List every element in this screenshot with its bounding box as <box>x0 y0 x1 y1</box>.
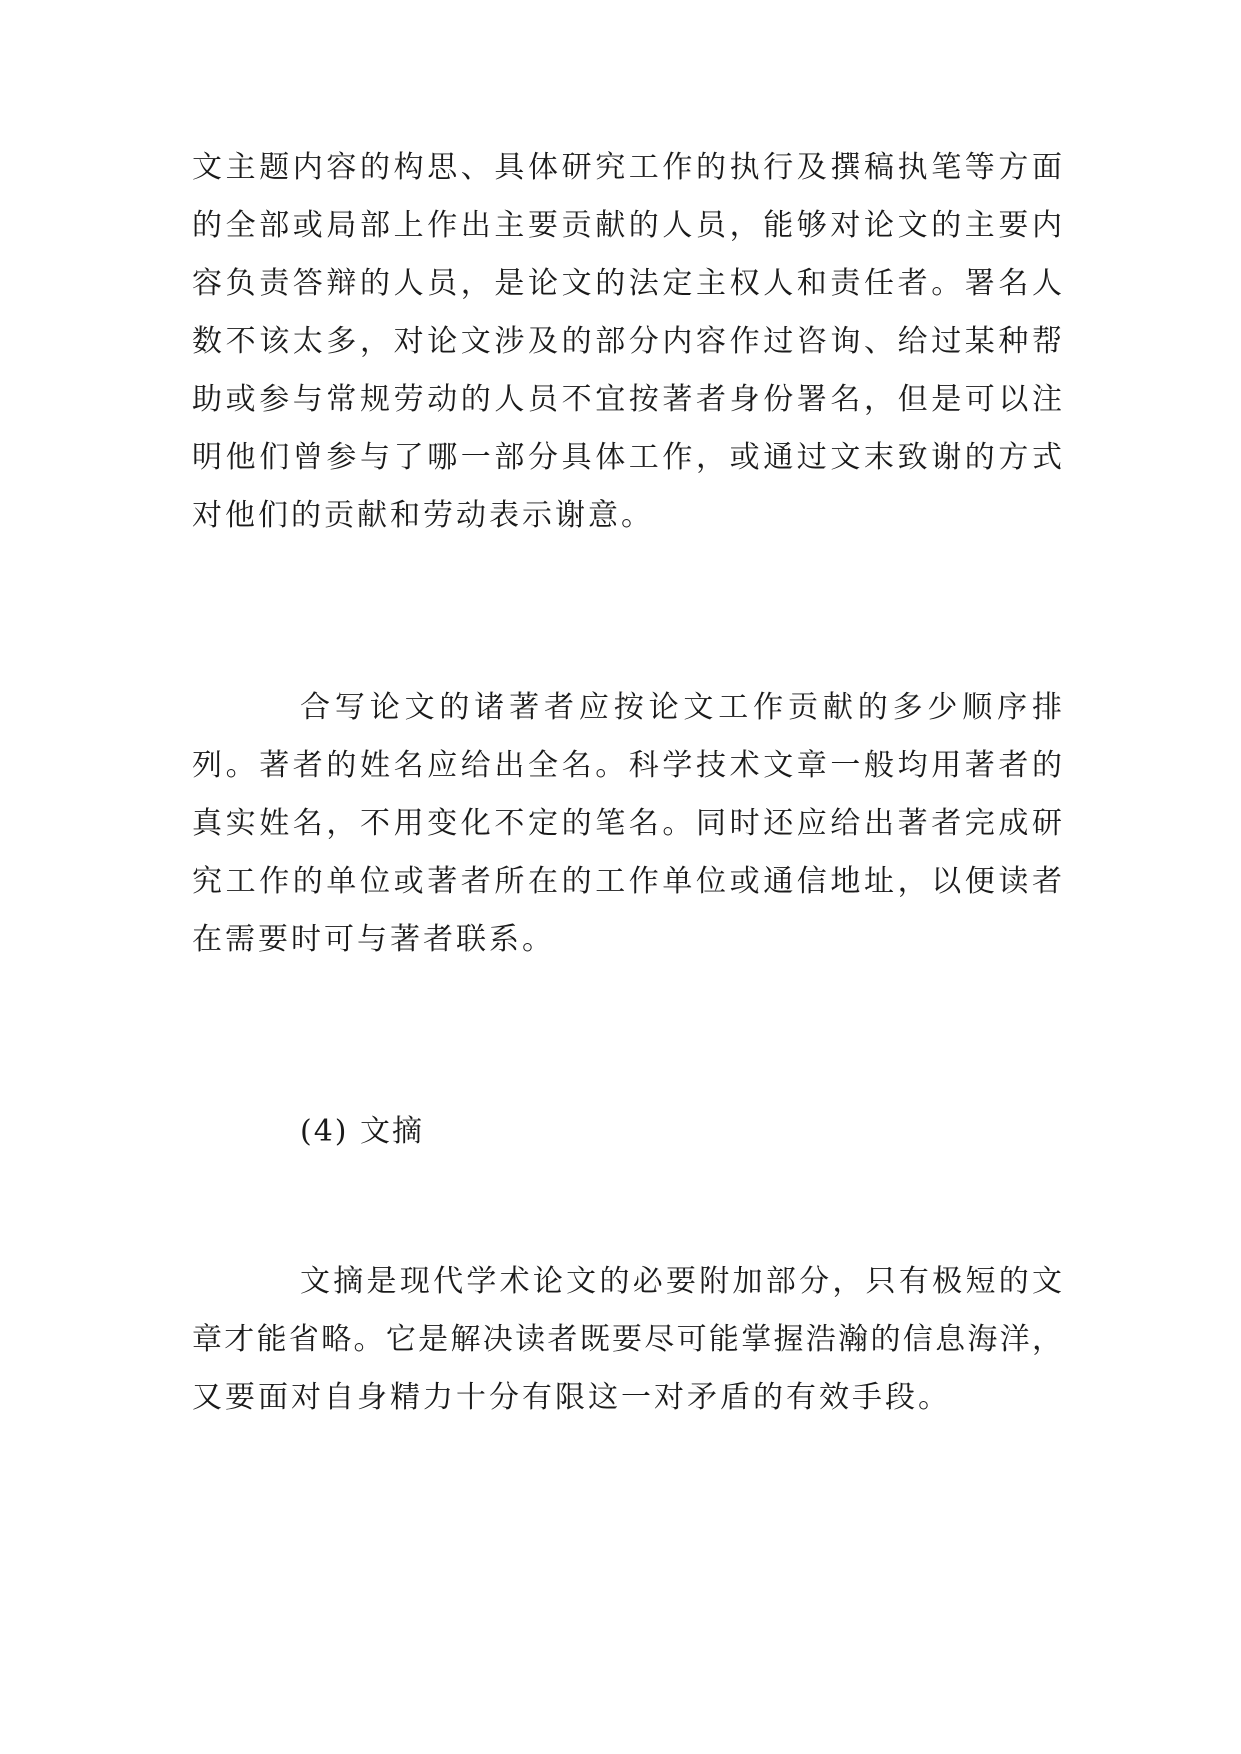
paragraph-3-line-1: 文摘是现代学术论文的必要附加部分，只有极短的文 <box>300 1264 1062 1299</box>
paragraph-1-line-2: 的全部或局部上作出主要贡献的人员，能够对论文的主要内 <box>192 208 1062 243</box>
paragraph-3-line-3: 又要面对自身精力十分有限这一对矛盾的有效手段。 <box>192 1380 951 1415</box>
paragraph-1-line-5: 助或参与常规劳动的人员不宜按著者身份署名，但是可以注 <box>192 382 1062 417</box>
section-heading: (4) 文摘 <box>300 1114 425 1149</box>
paragraph-1-line-7: 对他们的贡献和劳动表示谢意。 <box>192 498 654 533</box>
paragraph-2-line-1: 合写论文的诸著者应按论文工作贡献的多少顺序排 <box>300 690 1062 725</box>
paragraph-2-line-5: 在需要时可与著者联系。 <box>192 922 555 957</box>
paragraph-2-line-3: 真实姓名，不用变化不定的笔名。同时还应给出著者完成研 <box>192 806 1062 841</box>
paragraph-1-line-1: 文主题内容的构思、具体研究工作的执行及撰稿执笔等方面 <box>192 150 1062 185</box>
paragraph-2-line-4: 究工作的单位或著者所在的工作单位或通信地址，以便读者 <box>192 864 1062 899</box>
paragraph-2-line-2: 列。著者的姓名应给出全名。科学技术文章一般均用著者的 <box>192 748 1062 783</box>
paragraph-1-line-6: 明他们曾参与了哪一部分具体工作，或通过文末致谢的方式 <box>192 440 1062 475</box>
paragraph-3-line-2: 章才能省略。它是解决读者既要尽可能掌握浩瀚的信息海洋， <box>192 1322 1062 1357</box>
paragraph-1-line-4: 数不该太多，对论文涉及的部分内容作过咨询、给过某种帮 <box>192 324 1062 359</box>
paragraph-1-line-3: 容负责答辩的人员，是论文的法定主权人和责任者。署名人 <box>192 266 1062 301</box>
